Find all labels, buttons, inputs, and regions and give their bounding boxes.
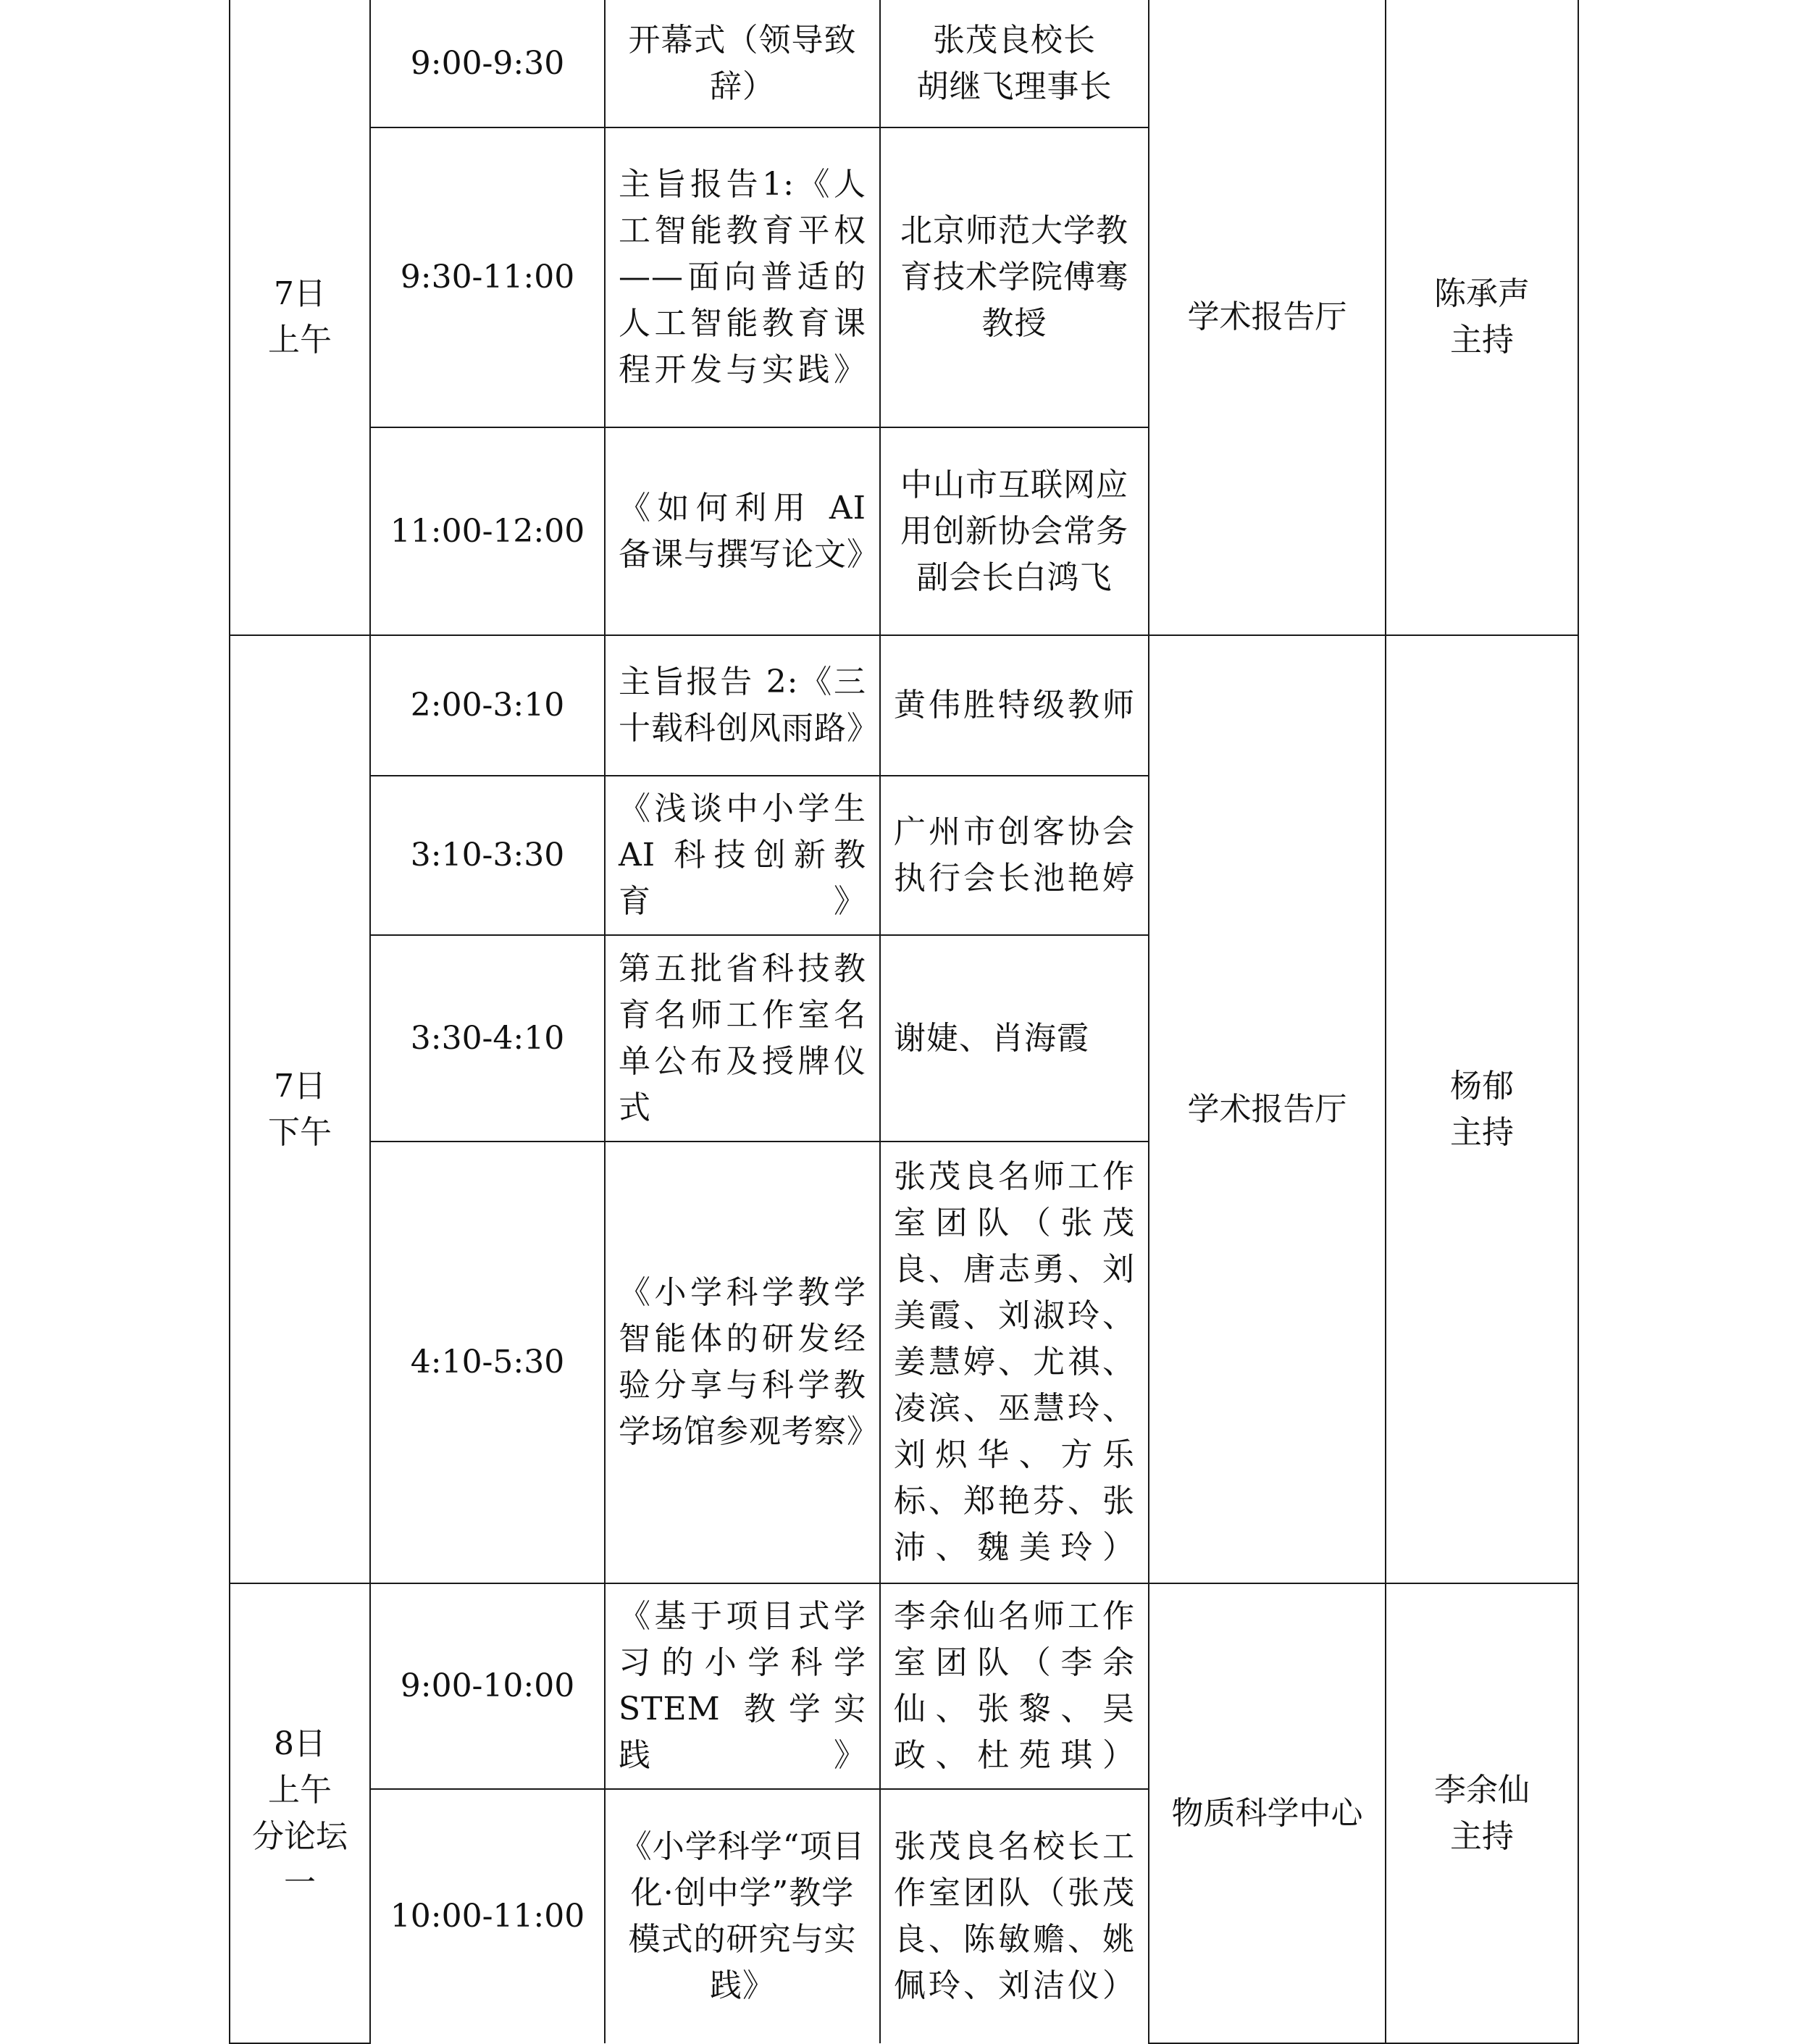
topic-cell: 主旨报告 2:《三十载科创风雨路》 (605, 635, 880, 776)
venue-cell: 学术报告厅 (1149, 0, 1386, 635)
period-label: 下午 (268, 1113, 332, 1151)
host-role: 主持 (1450, 1113, 1514, 1151)
speaker-cell: 张茂良名师工作室团队（张茂良、唐志勇、刘美霞、刘淑玲、姜慧婷、尤祺、凌滨、巫慧玲、刘炽华、方乐标、郑艳芬、张沛、魏美玲） (880, 1142, 1149, 1583)
schedule-table (229, 0, 1579, 2044)
period-label: 上午 (268, 1771, 332, 1809)
day-cell (230, 0, 370, 635)
speaker-cell: 张茂良名校长工作室团队（张茂良、陈敏赡、姚佩玲、刘洁仪） (880, 1789, 1149, 2043)
venue-cell: 学术报告厅 (1149, 635, 1386, 1583)
topic-cell: 《小学科学“项目化·创中学”教学模式的研究与实践》 (605, 1789, 880, 2043)
venue-cell: 物质科学中心 (1149, 1583, 1386, 2043)
speaker-cell: 北京师范大学教育技术学院傅骞教授 (880, 127, 1149, 427)
topic-cell: 《浅谈中小学生 AI 科技创新教育》 (605, 776, 880, 935)
time-cell: 11:00-12:00 (370, 427, 605, 635)
time-cell: 10:00-11:00 (370, 1789, 605, 2043)
host-name: 陈承声 (1434, 275, 1530, 312)
speaker-cell: 黄伟胜特级教师 (880, 635, 1149, 776)
period-label: 上午 (268, 322, 332, 359)
host-cell (1386, 0, 1578, 635)
speaker-cell: 谢婕、肖海霞 (880, 935, 1149, 1142)
time-cell: 9:30-11:00 (370, 127, 605, 427)
day-label: 7日 (274, 1067, 326, 1105)
speaker-cell: 李余仙名师工作室团队（李余仙、张黎、吴政、杜苑琪） (880, 1583, 1149, 1789)
time-cell: 9:00-9:30 (370, 0, 605, 127)
day-cell (230, 1583, 370, 2043)
table-row (230, 1583, 1578, 1789)
host-role: 主持 (1450, 322, 1514, 359)
forum-label: 分论坛一 (252, 1817, 348, 1901)
speaker-cell: 中山市互联网应用创新协会常务副会长白鸿飞 (880, 427, 1149, 635)
topic-cell: 开幕式（领导致辞） (605, 0, 880, 127)
table-row (230, 635, 1578, 776)
host-cell (1386, 1583, 1578, 2043)
topic-cell: 主旨报告1:《人工智能教育平权——面向普适的人工智能教育课程开发与实践》 (605, 127, 880, 427)
day-label: 7日 (274, 275, 326, 312)
table-row (230, 0, 1578, 127)
day-label: 8日 (274, 1725, 326, 1762)
host-cell (1386, 635, 1578, 1583)
host-name: 杨郁 (1450, 1067, 1514, 1105)
speaker-cell: 张茂良校长 胡继飞理事长 (880, 0, 1149, 127)
topic-cell: 《基于项目式学习的小学科学 STEM 教学实践》 (605, 1583, 880, 1789)
topic-cell: 第五批省科技教育名师工作室名单公布及授牌仪式 (605, 935, 880, 1142)
time-cell: 9:00-10:00 (370, 1583, 605, 1789)
speaker-cell: 广州市创客协会执行会长池艳婷 (880, 776, 1149, 935)
topic-cell: 《小学科学教学智能体的研发经验分享与科学教学场馆参观考察》 (605, 1142, 880, 1583)
host-role: 主持 (1450, 1817, 1514, 1855)
time-cell: 3:10-3:30 (370, 776, 605, 935)
time-cell: 4:10-5:30 (370, 1142, 605, 1583)
day-cell (230, 635, 370, 1583)
host-name: 李余仙 (1434, 1771, 1530, 1809)
topic-cell: 《如何利用 AI 备课与撰写论文》 (605, 427, 880, 635)
time-cell: 2:00-3:10 (370, 635, 605, 776)
time-cell: 3:30-4:10 (370, 935, 605, 1142)
